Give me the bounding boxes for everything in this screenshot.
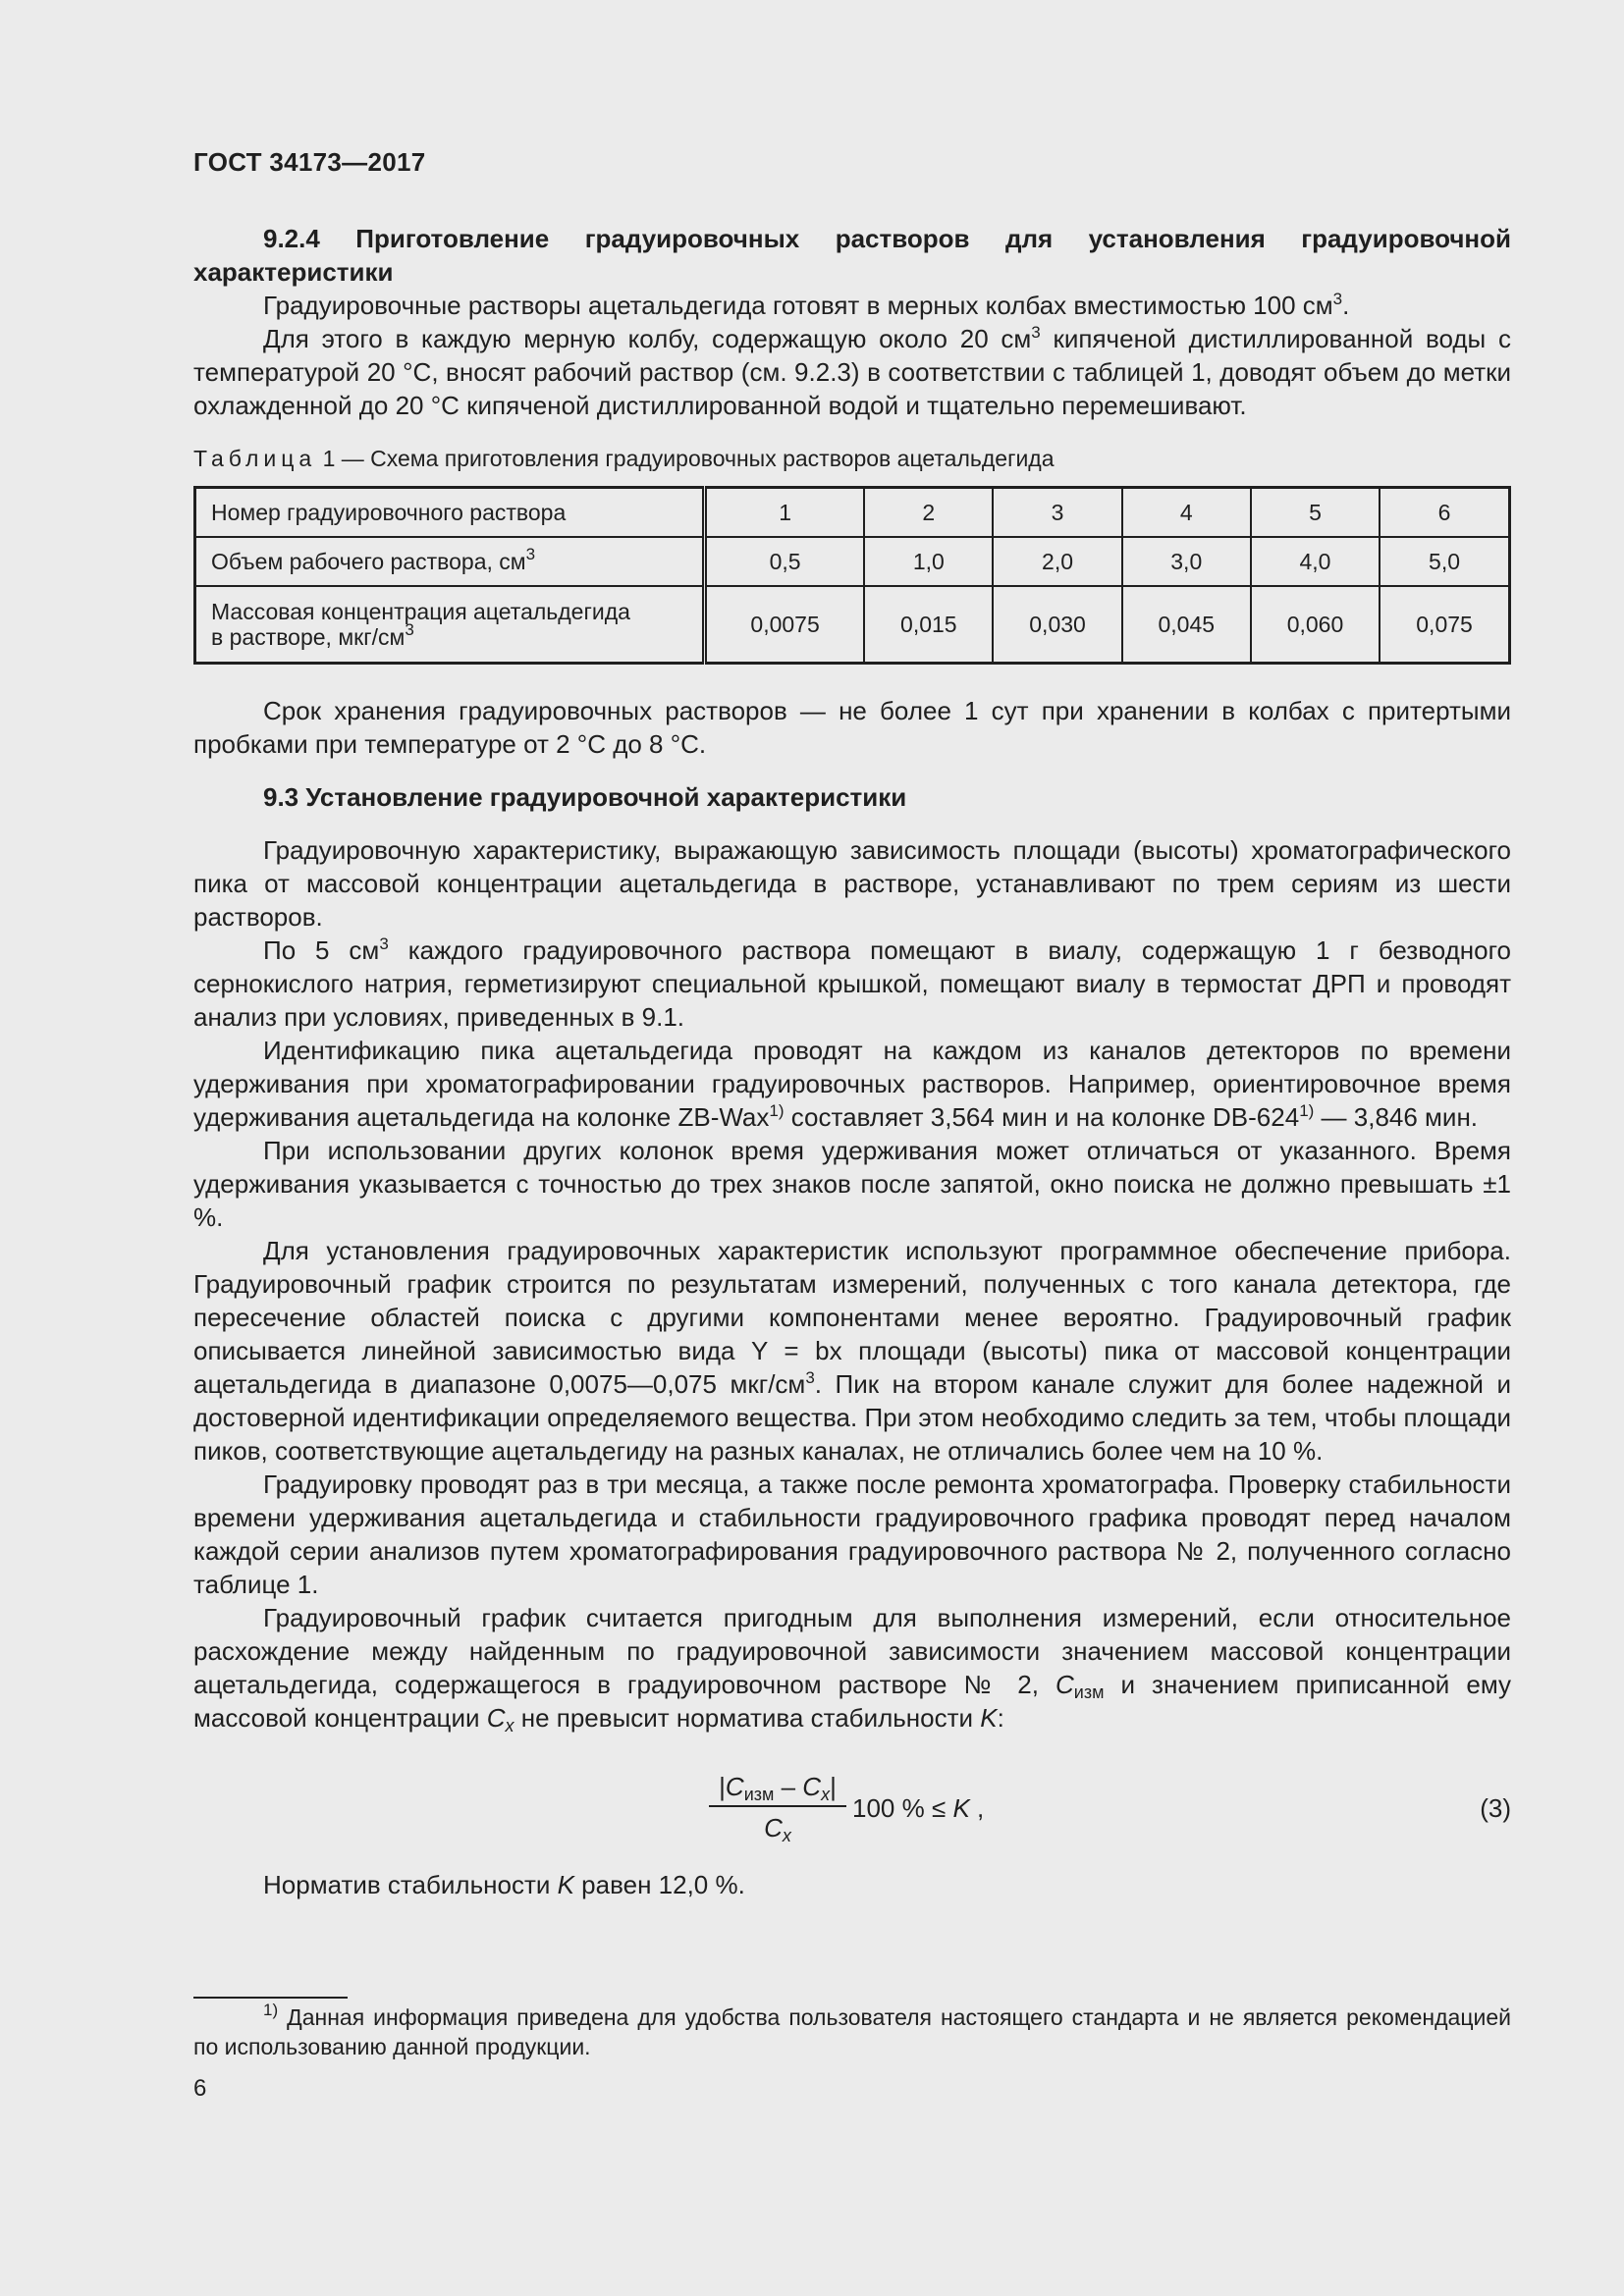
footnote: $^{1)}$ Данная информация приведена для удобства пользователя настоящего стандарта и не является рекомендацией по использованию данной продукции.	[193, 2001, 1511, 2059]
table-cell: 3	[993, 488, 1121, 538]
footnote-ref: 1)	[769, 1101, 785, 1120]
table-cell: 1	[705, 488, 865, 538]
table-cell: 1,0	[864, 537, 993, 586]
table-cell: 0,030	[993, 586, 1121, 664]
table-cell: 5,0	[1380, 537, 1509, 586]
page-number: 6	[193, 2075, 207, 2102]
table-cell: 2,0	[993, 537, 1121, 586]
table-cell: 0,0075	[705, 586, 865, 664]
paragraph: Идентификацию пика ацетальдегида проводят на каждом из каналов детекторов по времени удерживания при хроматографировании градуировочных растворов. Например, ориентировочное время удерживания ацетальдегида на колонке ZB-Wax$^{1)}$ составляет 3,564 мин и на колонке DB-624$^{1)}$ — 3,846 мин.	[193, 1036, 1511, 1132]
table-cell: 5	[1251, 488, 1380, 538]
table-cell: 3,0	[1122, 537, 1251, 586]
paragraph: Градуировку проводят раз в три месяца, а также после ремонта хроматографа. Проверку стабильности времени удерживания ацетальдегида и стабильности градуировочного графика проводят перед началом каждой серии анализов путем хроматографирования градуировочного раствора № 2, полученного согласно таблице 1.	[193, 1469, 1511, 1599]
table-cell: 2	[864, 488, 993, 538]
table-row	[195, 488, 1510, 538]
heading-9-3: 9.3 Установление градуировочной характеристики	[263, 782, 907, 812]
fraction-numerator: $|C_{изм} - C_x|$	[709, 1772, 846, 1807]
heading-9-2-4: 9.2.4 Приготовление градуировочных растворов для установления градуировочной характеристики	[193, 224, 1511, 287]
paragraph: При использовании других колонок время удерживания может отличаться от указанного. Время удерживания указывается с точностью до трех знаков после запятой, окно поиска не должно превышать ±1 %.	[193, 1136, 1511, 1232]
table-cell: 0,5	[705, 537, 865, 586]
table-caption: Таблица 1 — Схема приготовления градуировочных растворов ацетальдегида	[193, 446, 1055, 471]
paragraph: Для установления градуировочных характеристик используют программное обеспечение прибора. Градуировочный график строится по результатам измерений, полученных с того канала детектора, где пересечение областей поиска с другими компонентами менее вероятно. Градуировочный график описывается линейной зависимостью вида Y = bx площади (высоты) пика от массовой концентрации ацетальдегида в диапазоне 0,0075—0,075 мкг/$см^3$. Пик на втором канале служит для более надежной и достоверной идентификации определяемого вещества. При этом необходимо следить за тем, чтобы площади пиков, соответствующие ацетальдегиду на разных каналах, не отличались более чем на 10 %.	[193, 1236, 1511, 1466]
footnote-ref: 1)	[1299, 1101, 1315, 1120]
table-cell: 0,015	[864, 586, 993, 664]
row-label: Массовая концентрация ацетальдегида в растворе, мкг/$см^3$	[195, 586, 705, 664]
paragraph-storage: Срок хранения градуировочных растворов — не более 1 сут при хранении в колбах с притертыми пробками при температуре от 2 °С до 8 °С.	[193, 696, 1511, 759]
table-row	[195, 537, 1510, 586]
paragraph: Градуировочный график считается пригодным для выполнения измерений, если относительное расхождение между найденным по градуировочной зависимости значением массовой концентрации ацетальдегида, содержащегося в градуировочном растворе № 2, $C_{изм}$ и значением приписанной ему массовой концентрации $C_x$ не превысит норматива стабильности K:	[193, 1603, 1511, 1735]
standard-designation: ГОСТ 34173—2017	[193, 147, 426, 177]
table-cell: 4,0	[1251, 537, 1380, 586]
paragraph: Для этого в каждую мерную колбу, содержащую около 20 $см^3$ кипяченой дистиллированной воды с температурой 20 °С, вносят рабочий раствор (см. 9.2.3) в соответствии с таблицей 1, доводят объем до метки охлажденной до 20 °С кипяченой дистиллированной водой и тщательно перемешивают.	[193, 323, 1511, 420]
table-row	[195, 586, 1510, 664]
page-body	[193, 222, 1511, 1901]
paragraph-norm: Норматив стабильности K равен 12,0 %.	[263, 1870, 745, 1899]
preparation-table	[193, 486, 1511, 665]
table-cell: 0,060	[1251, 586, 1380, 664]
formula-3	[193, 1772, 1511, 1868]
paragraph: По 5 $см^3$ каждого градуировочного раствора помещают в виалу, содержащую 1 г безводного сернокислого натрия, герметизируют специальной крышкой, помещают виалу в термостат ДРП и проводят анализ при условиях, приведенных в 9.1.	[193, 934, 1511, 1032]
row-label: Объем рабочего раствора, $см^3$	[195, 537, 705, 586]
table-cell: 0,075	[1380, 586, 1509, 664]
footnote-separator	[193, 1997, 348, 1999]
row-label: Номер градуировочного раствора	[195, 488, 705, 538]
fraction-denominator: $C_x$	[764, 1813, 791, 1845]
formula-fraction	[709, 1772, 846, 1845]
table-cell: 6	[1380, 488, 1509, 538]
table-cell: 0,045	[1122, 586, 1251, 664]
table-cell: 4	[1122, 488, 1251, 538]
formula-tail: 100 % ≤ K ,	[852, 1793, 985, 1823]
paragraph: Градуировочные растворы ацетальдегида готовят в мерных колбах вместимостью 100 $см^3$.	[263, 290, 1350, 320]
paragraph: Градуировочную характеристику, выражающую зависимость площади (высоты) хроматографического пика от массовой концентрации ацетальдегида в растворе, устанавливают по трем сериям из шести растворов.	[193, 835, 1511, 932]
formula-number: (3)	[1480, 1793, 1511, 1823]
